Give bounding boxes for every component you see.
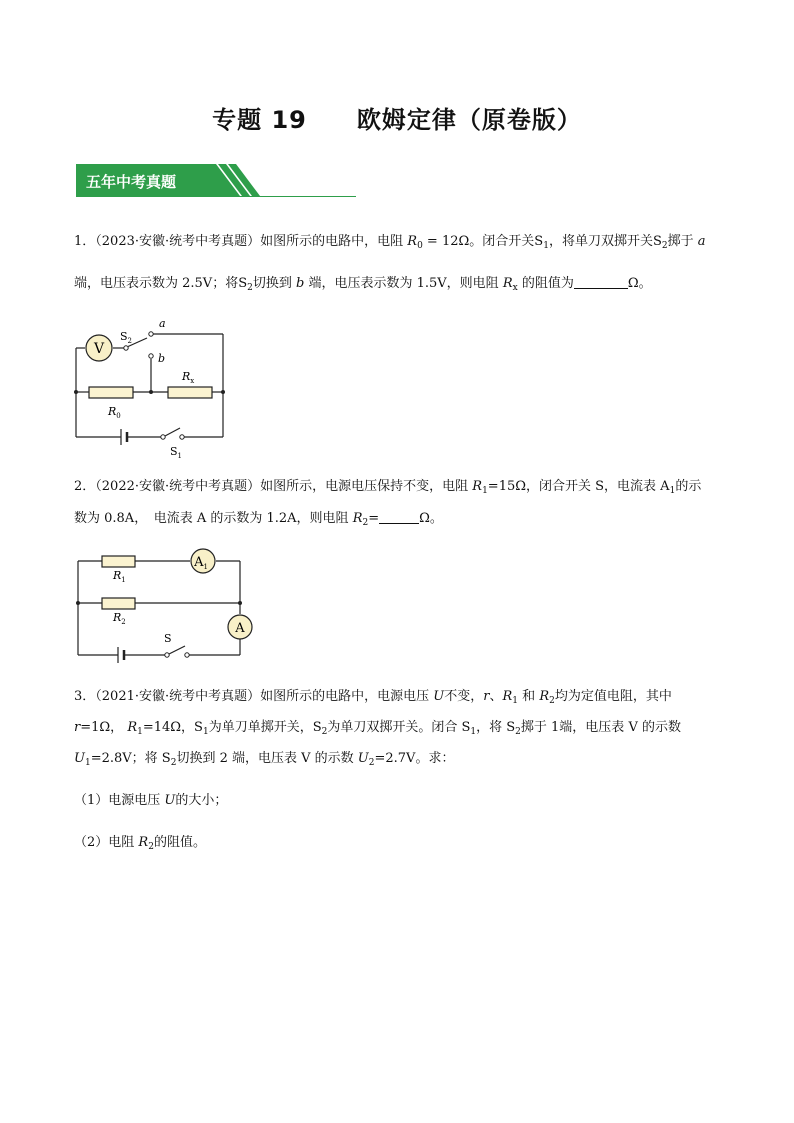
q3-line2: r=1Ω， $R_1=14\Omega$，$S_1$为单刀单掷开关，$S_2$为单刀双掷开关。闭合 $S_1$，将 $S_2$掷于 1端，电压表 V 的示数 xyxy=(74,720,681,737)
contact-b-label: b xyxy=(158,352,166,365)
section-title: 五年中考真题 xyxy=(86,173,177,191)
q2-line1: 2．（2022·安徽·统考中考真题）如图所示，电源电压保持不变，电阻 $R_1=15\Omega$，闭合开关 S，电流表 $A_1$的示 xyxy=(74,479,702,496)
resistor-rx-icon xyxy=(168,387,212,398)
resistor-r2-icon xyxy=(102,598,135,609)
q1-line2: 端，电压表示数为 2.5V；将$S_2$切换到 b 端，电压表示数为 1.5V，则电阻 $R_x$ 的阻值为 Ω。 xyxy=(74,276,652,293)
resistor-r0-icon xyxy=(89,387,133,398)
q3-line3: $U_1=2.8V$；将 $S_2$切换到 2 端，电压表 V 的示数 $U_2=2.7V$。求： xyxy=(74,751,455,768)
r2-label: $R_2$ xyxy=(113,611,126,626)
q3-item2: （2）电阻 $R_2$的阻值。 xyxy=(74,835,206,852)
resistor-r1-icon xyxy=(102,556,135,567)
s1-label: $S_1$ xyxy=(170,445,183,460)
q1-line1: 1．（2023·安徽·统考中考真题）如图所示的电路中，电阻 $R_0 = 12\Omega$。闭合开关$S_1$，将单刀双掷开关$S_2$掷于 a xyxy=(74,234,706,251)
q1-circuit-diagram xyxy=(60,312,240,460)
r1-label: $R_1$ xyxy=(113,569,126,584)
q2-answer-blank[interactable] xyxy=(379,509,419,524)
contact-a-label: a xyxy=(159,317,166,330)
r0-label: $R_0$ xyxy=(108,405,121,420)
q2-circuit-diagram xyxy=(66,545,266,670)
voltmeter-label: V xyxy=(93,341,105,357)
q2-line2: 数为 0.8A， 电流表 A 的示数为 1.2A，则电阻 $R_2= \Omega$。 xyxy=(74,511,443,528)
page-title: 专题 19 欧姆定律（原卷版） xyxy=(212,106,582,134)
ammeter-a1-label: $A_1$ xyxy=(194,555,208,571)
switch-s-label: S xyxy=(164,632,172,645)
ammeter-a-label: A xyxy=(235,621,245,636)
q3-item1: （1）电源电压 U的大小； xyxy=(74,793,228,808)
s2-label: $S_2$ xyxy=(120,330,133,345)
q3-line1: 3．（2021·安徽·统考中考真题）如图所示的电路中，电源电压 U不变，r、$R_1$ 和 $R_2$均为定值电阻，其中 xyxy=(74,689,672,706)
q1-answer-blank[interactable] xyxy=(574,274,628,289)
rx-label: $R_x$ xyxy=(182,370,195,385)
